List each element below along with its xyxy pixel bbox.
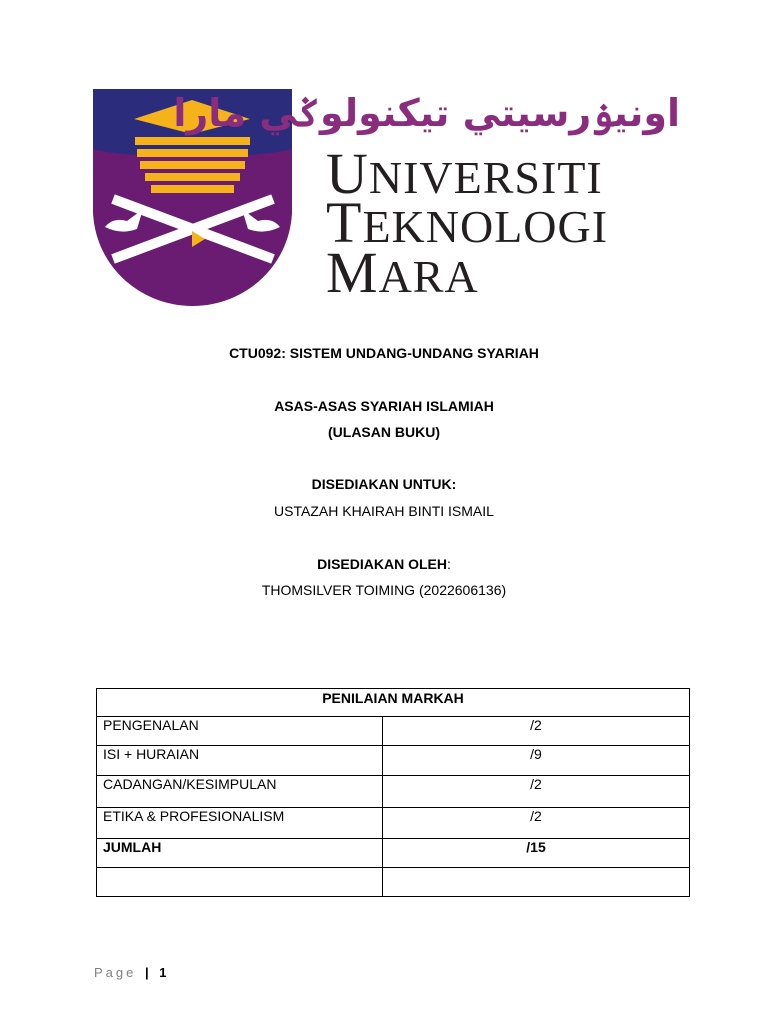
table-row bbox=[97, 776, 690, 808]
row-value: /2 bbox=[383, 776, 690, 808]
row-value: /2 bbox=[383, 808, 690, 839]
table-row-total bbox=[97, 839, 690, 868]
table-row-empty bbox=[97, 868, 690, 897]
prepared-by-label: DISEDIAKAN OLEH: bbox=[317, 556, 451, 572]
jawi-university-name: اونيۏرسيتي تيكنولوݢي مارا bbox=[173, 91, 680, 135]
total-label: JUMLAH bbox=[97, 839, 383, 868]
logo-line-mara: MARA bbox=[326, 240, 479, 305]
table-row bbox=[97, 808, 690, 839]
empty-cell bbox=[97, 868, 383, 897]
logo-line-universiti: UNIVERSITI bbox=[326, 141, 603, 206]
marks-table-header-row bbox=[97, 689, 690, 717]
row-value: /2 bbox=[383, 717, 690, 746]
logo-line-teknologi: TEKNOLOGI bbox=[326, 190, 609, 255]
marks-table-header: PENILAIAN MARKAH bbox=[97, 689, 690, 717]
row-label: ETIKA & PROFESIONALISM bbox=[97, 808, 383, 839]
empty-cell bbox=[383, 868, 690, 897]
prepared-for-label: DISEDIAKAN UNTUK: bbox=[311, 476, 457, 492]
row-label: CADANGAN/KESIMPULAN bbox=[97, 776, 383, 808]
marks-table bbox=[96, 688, 690, 897]
assignment-subtitle: (ULASAN BUKU) bbox=[328, 424, 440, 440]
total-value: /15 bbox=[383, 839, 690, 868]
row-value: /9 bbox=[383, 746, 690, 776]
prepared-by-name: THOMSILVER TOIMING (2022606136) bbox=[261, 582, 507, 598]
page-number: 1 bbox=[159, 965, 167, 980]
table-row bbox=[97, 746, 690, 776]
table-row bbox=[97, 717, 690, 746]
page-footer bbox=[94, 965, 167, 980]
course-title: CTU092: SISTEM UNDANG-UNDANG SYARIAH bbox=[229, 345, 539, 361]
page-separator: | bbox=[145, 965, 149, 980]
assignment-title: ASAS-ASAS SYARIAH ISLAMIAH bbox=[274, 398, 494, 414]
row-label: PENGENALAN bbox=[97, 717, 383, 746]
prepared-for-name: USTAZAH KHAIRAH BINTI ISMAIL bbox=[274, 503, 494, 519]
row-label: ISI + HURAIAN bbox=[97, 746, 383, 776]
page-label: Page bbox=[94, 965, 137, 980]
